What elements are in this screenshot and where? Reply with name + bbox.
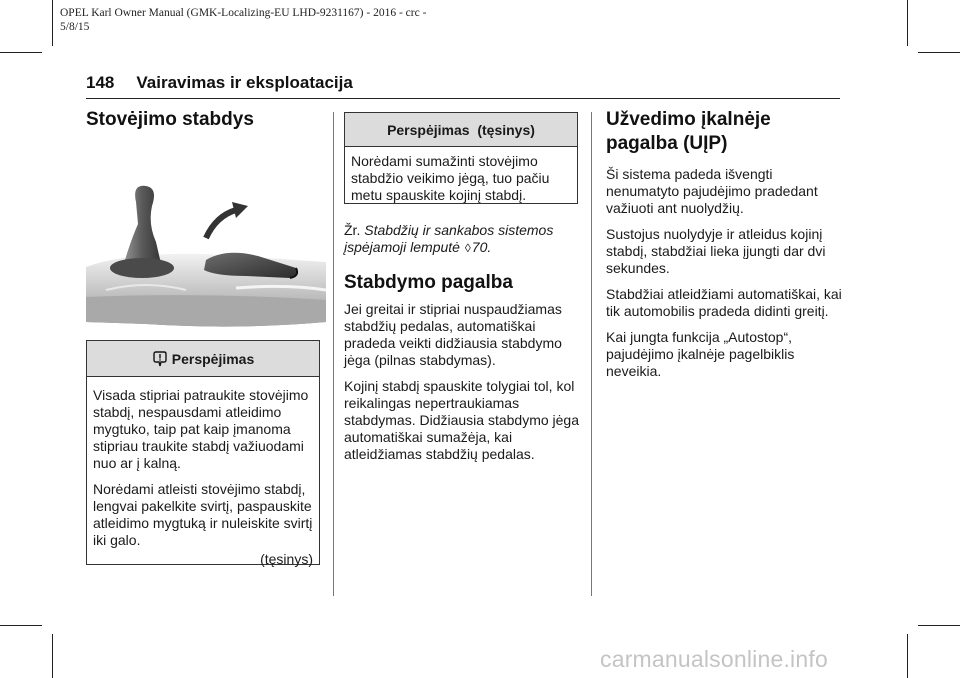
cross-reference [344,222,580,257]
body-paragraph: Jei greitai ir stipriai nuspaudžiamas stabdžių pedalas, automatiškai pradeda veikti didžiausia stabdymo jėga (pilnas stabdymas). [344,301,562,368]
meta-line: 5/8/15 [60,21,90,33]
body-paragraph: Stabdžiai atleidžiami automatiškai, kai tik automobilis pradeda didinti greitį. [606,286,842,319]
crop-mark [907,634,908,678]
middle-column [344,222,580,472]
warning-paragraph: Visada stipriai patraukite stovėjimo stabdį, nespausdami atleidimo mygtuko, taip pat kaip įmanoma stipriau traukite stabdį važiuodami nuo ar į kalną. [93,387,309,471]
crop-mark [918,52,960,53]
warning-header [87,341,319,377]
body-paragraph: Sustojus nuolydyje ir atleidus kojinį stabdį, stabdžiai lieka įjungti dar dvi sekundes. [606,226,826,276]
warning-title: Perspėjimas (tęsinys) [387,121,535,138]
crop-mark [0,625,42,626]
reference-prefix: Žr. [344,222,361,238]
meta-line: OPEL Karl Owner Manual (GMK-Localizing-EU LHD-9231167) - 2016 - crc - [60,7,427,19]
crop-mark [918,625,960,626]
column-divider [333,112,334,596]
crop-mark [907,0,908,46]
warning-box-continued [344,112,578,204]
column-divider [591,112,592,596]
warning-paragraph: Norėdami sumažinti stovėjimo stabdžio veikimo jėgą, tuo pačiu metu spauskite kojinį stabdį. [351,153,550,203]
left-column [86,108,326,132]
section-heading: Stabdymo pagalba [344,272,513,293]
warning-header [345,113,577,147]
body-paragraph: Kojinį stabdį spauskite tolygiai tol, kol reikalingas nepertraukiamas stabdymas. Didžiausia stabdymo jėga automatiškai sumažėja, kai atleidžiamas stabdžių pedalas. [344,378,580,462]
header-rule [86,98,840,99]
running-header [86,73,353,93]
crop-mark [0,52,42,53]
continued-label: (tęsinys) [260,551,313,567]
body-paragraph: Ši sistema padeda išvengti nenumatyto pajudėjimo pradedant važiuoti ant nuolydžių. [606,166,818,216]
warning-title: Perspėjimas [171,350,255,367]
warning-icon [152,351,168,367]
section-title: Vairavimas ir eksploatacija [136,73,353,92]
page-number: 148 [86,73,115,92]
body-paragraph: Kai jungta funkcija „Autostop“, pajudėjimo įkalnėje pagelbiklis neveikia. [606,329,795,379]
warning-paragraph: Norėdami atleisti stovėjimo stabdį, lengvai pakelkite svirtį, paspauskite atleidimo mygtuką ir nuleiskite svirtį iki galo. [93,481,313,548]
parking-brake-lever-illustration [86,172,326,342]
section-heading: Stovėjimo stabdys [86,109,254,130]
warning-body [345,147,577,219]
right-column [606,108,842,389]
warning-box [86,340,320,565]
warning-body [87,377,319,574]
reference-page[interactable]: 70. [471,239,492,255]
reference-arrow-icon: ◊ [464,241,471,255]
watermark: carmanualsonline.info [600,646,828,672]
crop-mark [52,0,53,46]
crop-mark [52,634,53,678]
reference-link[interactable]: Stabdžių ir sankabos sistemos įspėjamoji lemputė [344,222,554,255]
section-heading: Užvedimo įkalnėje pagalba (UĮP) [606,109,771,154]
document-meta [60,6,520,34]
